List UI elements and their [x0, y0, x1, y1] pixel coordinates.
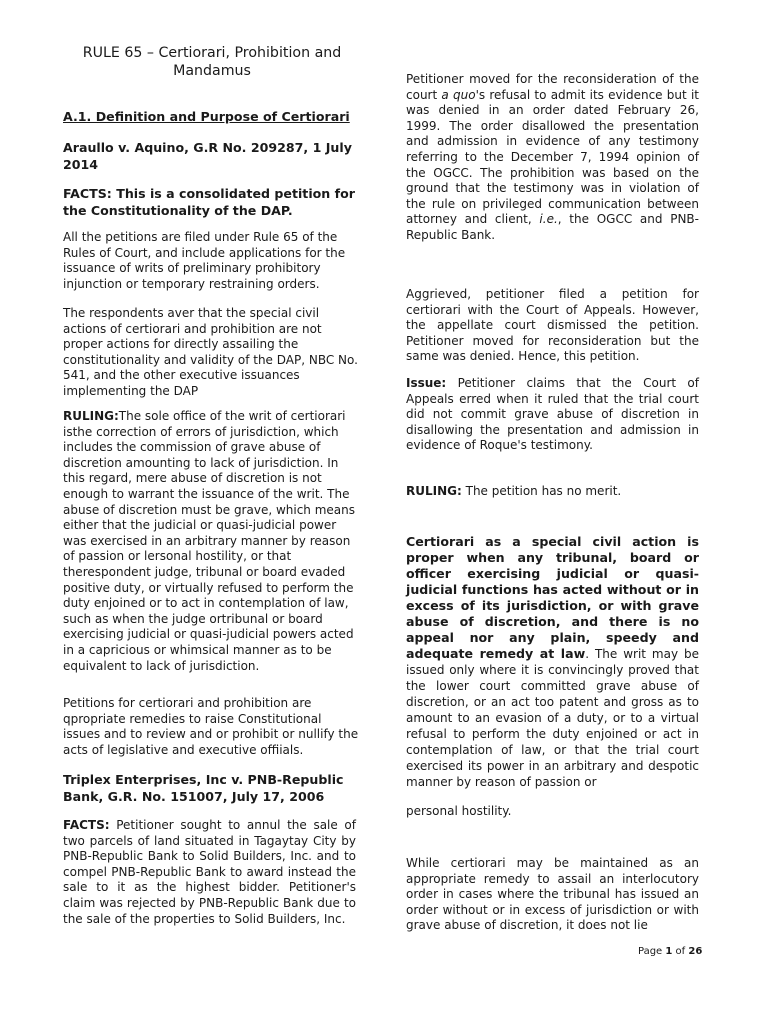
of-word: of	[672, 946, 689, 957]
issue-label: Issue:	[406, 376, 447, 390]
italic-run: a quo	[441, 87, 476, 102]
text-run: 's refusal to admit its evidence but it was denied in an order dated February 26, 1999. The order disallowed the presentation and admission in evidence of any testimony referring to the December 7, 1994 opinion of the OGCC. The prohibition was based on the ground that the testimony was in violation of the rule on privileged communication between attorney and client,	[406, 87, 700, 227]
current-page: 1	[665, 946, 673, 957]
ruling-label: RULING:	[406, 484, 462, 498]
page-number	[638, 946, 702, 957]
paragraph-hostility: personal hostility.	[406, 804, 512, 818]
italic-run: i.e.	[539, 212, 558, 227]
case-heading-triplex: Triplex Enterprises, Inc v. PNB-Republic Bank, G.R. No. 151007, July 17, 2006	[63, 772, 344, 804]
issue-paragraph	[406, 376, 699, 454]
issue-text: Petitioner claims that the Court of Appeals erred when it ruled that the trial court did not commit grave abuse of discretion in disallowing the presentation and admission in evidence of Roque's testimony.	[406, 376, 699, 453]
facts-label: FACTS:	[63, 818, 110, 832]
ruling-araullo	[63, 409, 361, 674]
paragraph-petitions-certiorari: Petitions for certiorari and prohibition are qpropriate remedies to raise Constitutional issues and to review and or prohibit or nullify the acts of legislative and executive offiials.	[63, 696, 359, 757]
ruling-text: The petition has no merit.	[461, 484, 622, 498]
page-word: Page	[638, 946, 666, 957]
document-title: RULE 65 – Certiorari, Prohibition and Mandamus	[82, 45, 342, 79]
certiorari-definition	[406, 534, 699, 790]
paragraph-aggrieved: Aggrieved, petitioner filed a petition for certiorari with the Court of Appeals. However, the appellate court dismissed the petition. Petitioner moved for reconsideration but the same was denied. Hence, this petition.	[406, 287, 699, 364]
ruling-label: RULING:	[63, 409, 119, 423]
text-run: Petitioner moved for the reconsideration of the court	[406, 72, 699, 102]
ruling-triplex	[406, 484, 699, 500]
text-run: , the OGCC and PNB-Republic Bank.	[406, 212, 699, 242]
facts-text: Petitioner sought to annul the sale of two parcels of land situated in Tagaytay City by PNB-Republic Bank to Solid Builders, Inc. and to compel PNB-Republic Bank to award instead the sale to it as the highest bidder. Petitioner's claim was rejected by PNB-Republic Bank due to the sale of the properties to Solid Builders, Inc.	[63, 818, 356, 926]
case-heading-araullo: Araullo v. Aquino, G.R No. 209287, 1 July 2014	[63, 140, 352, 172]
bold-definition: Certiorari as a special civil action is proper when any tribunal, board or officer exercising judicial or quasi-judicial functions has acted without or in excess of its jurisdiction, or with grave abuse of discretion, and there is no appeal nor any plain, speedy and adequate remedy at law	[406, 534, 699, 661]
facts-araullo: FACTS: This is a consolidated petition for the Constitutionality of the DAP.	[63, 186, 355, 218]
paragraph-reconsideration	[406, 72, 699, 244]
paragraph-petitions-filed: All the petitions are filed under Rule 65 of the Rules of Court, and include applications for the issuance of writs of preliminary prohibitory injunction or temporary restraining orders.	[63, 230, 346, 291]
paragraph-interlocutory: While certiorari may be maintained as an appropriate remedy to assail an interlocutory order in cases where the tribunal has issued an order without or in excess of jurisdiction or with grave abuse of discretion, it does not lie	[406, 856, 699, 933]
section-heading: A.1. Definition and Purpose of Certiorari	[63, 109, 350, 124]
definition-tail: . The writ may be issued only where it is convincingly proved that the lower court committed grave abuse of discretion, or an act too patent and gross as to amount to an evasion of a duty, or to a virtual refusal to perform the duty enjoined or act in contemplation of law, or that the trial court exercised its power in an arbitrary and despotic manner by reason of passion or	[406, 647, 700, 789]
facts-triplex	[63, 818, 356, 927]
paragraph-respondents: The respondents aver that the special civil actions of certiorari and prohibition are not proper actions for directly assailing the constitutionality and validity of the DAP, NBC No. 541, and the other executive issuances implementing the DAP	[63, 306, 358, 398]
ruling-text: The sole office of the writ of certiorari isthe correction of errors of jurisdiction, which includes the commission of grave abuse of discretion amounting to lack of jurisdiction. In this regard, mere abuse of discretion is not enough to warrant the issuance of the writ. The abuse of discretion must be grave, which means either that the judicial or quasi-judicial power was exercised in an arbitrary manner by reason of passion or lersonal hostility, or that therespondent judge, tribunal or board evaded positive duty, or virtually refused to perform the duty enjoined or to act in contemplation of law, such as when the judge ortribunal or board exercising judicial or quasi-judicial powers acted in a capricious or whimsical manner as to be equivalent to lack of jurisdiction.	[63, 409, 356, 673]
total-pages: 26	[688, 946, 703, 957]
